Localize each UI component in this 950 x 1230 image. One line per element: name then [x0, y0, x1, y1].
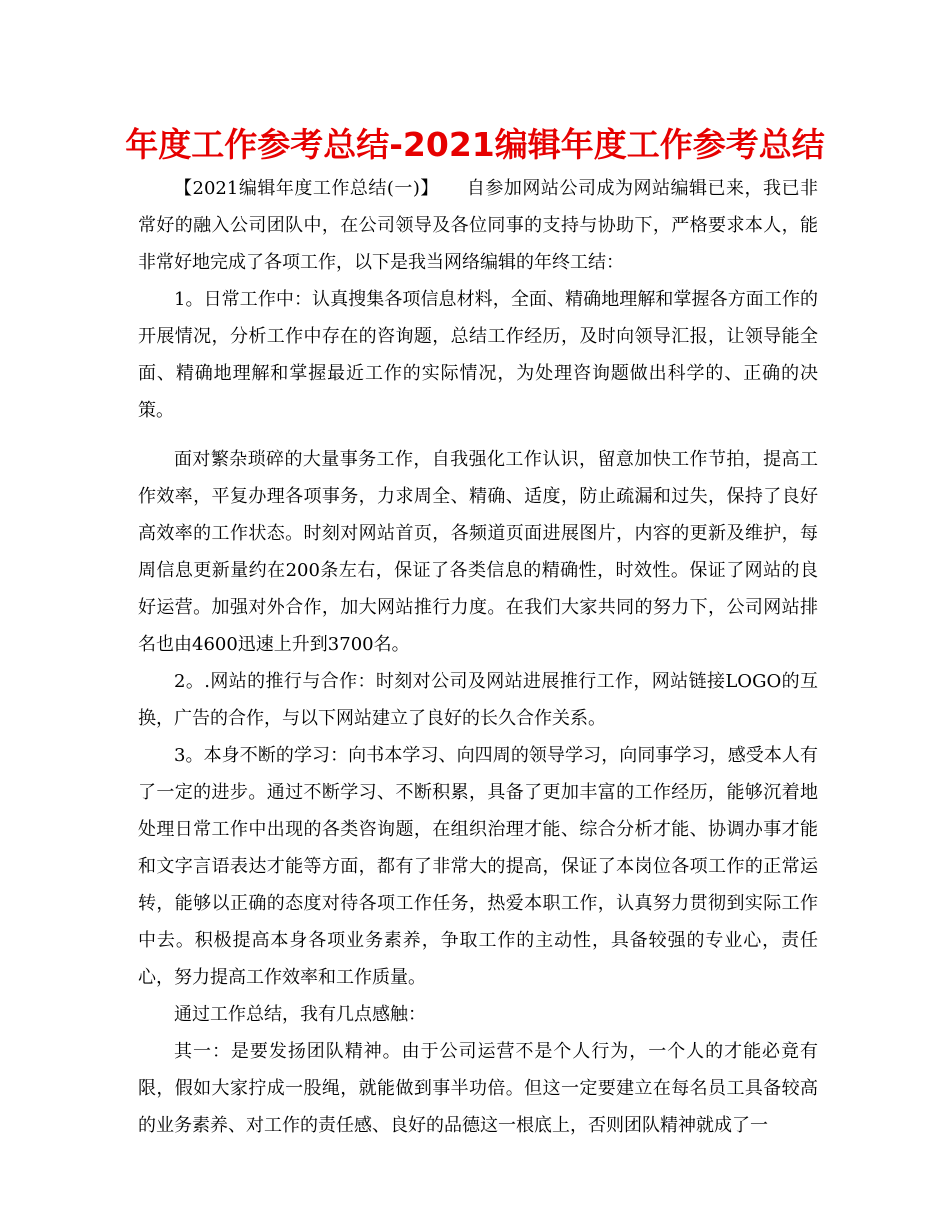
paragraph-learning: 3。本身不断的学习：向书本学习、向四周的领导学习，向同事学习，感受本人有了一定的进步。通过不断学习、不断积累，具备了更加丰富的工作经历，能够沉着地处理日常工作中出现的各类咨询题，在组织治理才能、综合分析才能、协调办事才能和文字言语表达才能等方面，都有了非常大的提高，保证了本岗位各项工作的正常运转，能够以正确的态度对待各项工作任务，热爱本职工作，认真努力贯彻到实际工作中去。积极提高本身各项业务素养，争取工作的主动性，具备较强的专业心，责任心，努力提高工作效率和工作质量。: [138, 745, 818, 988]
paragraph-promotion: 2。.网站的推行与合作：时刻对公司及网站进展推行工作，网站链接LOGO的互换，广告的合作，与以下网站建立了良好的长久合作关系。: [138, 671, 818, 729]
document-body: [138, 170, 818, 1144]
paragraph-teamwork: 其一：是要发扬团队精神。由于公司运营不是个人行为，一个人的才能必竟有限，假如大家拧成一股绳，就能做到事半功倍。但这一定要建立在每名员工具备较高的业务素养、对工作的责任感、良好的品德这一根底上，否则团队精神就成了一: [138, 1041, 818, 1136]
paragraph-reflection-intro: 通过工作总结，我有几点感触：: [174, 1004, 426, 1025]
paragraph-affairs: 面对繁杂琐碎的大量事务工作，自我强化工作认识，留意加快工作节拍，提高工作效率，平复办理各项事务，力求周全、精确、适度，防止疏漏和过失，保持了良好高效率的工作状态。时刻对网站首页，各频道页面进展图片，内容的更新及维护，每周信息更新量约在200条左右，保证了各类信息的精确性，时效性。保证了网站的良好运营。加强对外合作，加大网站推行力度。在我们大家共同的努力下，公司网站排名也由4600迅速上升到3700名。: [138, 449, 818, 655]
document-title: 年度工作参考总结-2021编辑年度工作参考总结: [125, 125, 825, 164]
paragraph-daily-work: 1。日常工作中：认真搜集各项信息材料，全面、精确地理解和掌握各方面工作的开展情况，分析工作中存在的咨询题，总结工作经历，及时向领导汇报，让领导能全面、精确地理解和掌握最近工作的实际情况，为处理咨询题做出科学的、正确的决策。: [138, 289, 818, 421]
paragraph-intro: 【2021编辑年度工作总结(一)】 自参加网站公司成为网站编辑已来，我已非常好的融入公司团队中，在公司领导及各位同事的支持与协助下，严格要求本人，能非常好地完成了各项工作，以下是我当网络编辑的年终工结：: [138, 178, 818, 273]
